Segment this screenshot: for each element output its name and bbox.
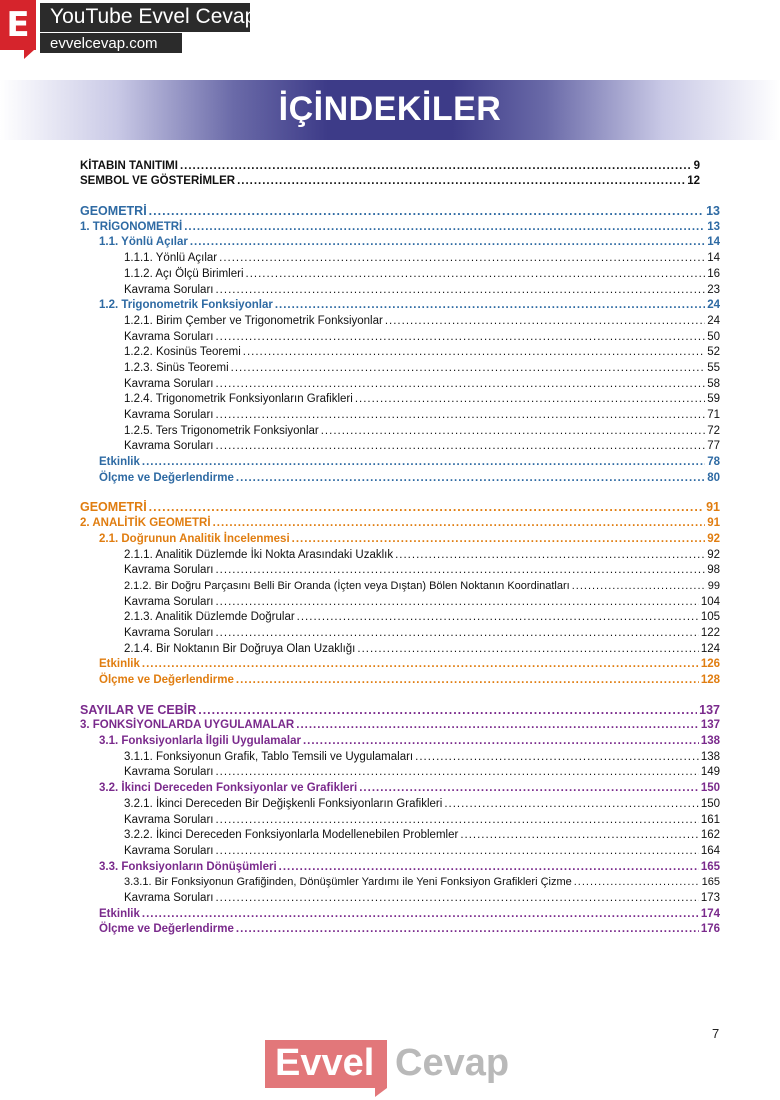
toc-entry-subsection[interactable]: 3.3.1. Bir Fonksiyonun Grafiğinden, Dönüşümler Yardımı ile Yeni Fonksiyon Grafikleri Çizme ..... 165 [80, 875, 720, 891]
toc-entry-kavrama[interactable]: Kavrama Soruları ..... 122 [80, 625, 720, 641]
toc-entry-subsection[interactable]: 2.1.3. Analitik Düzlemde Doğrular ..... 105 [80, 610, 720, 626]
toc-entry-subsection[interactable]: 1.1.2. Açı Ölçü Birimleri ..... 16 [80, 266, 720, 282]
toc-entry-subsection[interactable]: 1.2.3. Sinüs Teoremi ..... 55 [80, 360, 720, 376]
toc-entry-subsection[interactable]: 1.2.5. Ters Trigonometrik Fonksiyonlar ..... 72 [80, 423, 720, 439]
toc-entry-page: 12 [687, 175, 700, 188]
toc-entry-label: KİTABIN TANITIMI [80, 159, 178, 172]
toc-unit-sayilar-ve-cebir [80, 702, 720, 937]
footer-logo-part2: Cevap [395, 1042, 510, 1084]
logo-title: YouTube Evvel Cevap [50, 5, 257, 28]
toc-entry-subsection[interactable]: 2.1.4. Bir Noktanın Bir Doğruya Olan Uzaklığı ..... 124 [80, 641, 720, 657]
toc-entry-section[interactable]: 1.2. Trigonometrik Fonksiyonlar ..... 24 [80, 298, 720, 314]
toc-entry-kavrama[interactable]: Kavrama Soruları ..... 104 [80, 594, 720, 610]
toc-entry-kitabin-tanitimi[interactable] [80, 158, 720, 174]
toc-entry-kavrama[interactable]: Kavrama Soruları ..... 77 [80, 439, 720, 455]
toc-entry-subsection[interactable]: 2.1.2. Bir Doğru Parçasını Belli Bir Oranda (İçten veya Dıştan) Bölen Noktanın Koordinatları ..... 99 [80, 578, 720, 594]
title-banner [0, 80, 780, 140]
toc-entry-etkinlik[interactable]: Etkinlik ..... 126 [80, 657, 720, 673]
toc-entry-kavrama[interactable]: Kavrama Soruları ..... 164 [80, 843, 720, 859]
toc-entry-chapter[interactable]: 2. ANALİTİK GEOMETRİ ..... 91 [80, 515, 720, 531]
toc-entry-chapter[interactable]: 3. FONKSİYONLARDA UYGULAMALAR ..... 137 [80, 718, 720, 734]
toc-entry-chapter[interactable]: 1. TRİGONOMETRİ ..... 13 [80, 219, 720, 235]
toc-entry-kavrama[interactable]: Kavrama Soruları ..... 149 [80, 765, 720, 781]
page-number: 7 [712, 1026, 720, 1041]
toc-entry-etkinlik[interactable]: Etkinlik ..... 78 [80, 454, 720, 470]
toc-entry-subsection[interactable]: 3.1.1. Fonksiyonun Grafik, Tablo Temsili ve Uygulamaları ..... 138 [80, 749, 720, 765]
toc-entry-kavrama[interactable]: Kavrama Soruları ..... 161 [80, 812, 720, 828]
toc-entry-kavrama[interactable]: Kavrama Soruları ..... 50 [80, 329, 720, 345]
toc-unit-geometri-1 [80, 203, 720, 485]
toc-entry-olcme[interactable]: Ölçme ve Değerlendirme ..... 128 [80, 672, 720, 688]
toc-entry-kavrama[interactable]: Kavrama Soruları ..... 58 [80, 376, 720, 392]
toc-entry-olcme[interactable]: Ölçme ve Değerlendirme ..... 80 [80, 470, 720, 486]
toc-entry-subsection[interactable]: 1.2.1. Birim Çember ve Trigonometrik Fonksiyonlar ..... 24 [80, 313, 720, 329]
toc-entry-subsection[interactable]: 2.1.1. Analitik Düzlemde İki Nokta Arasındaki Uzaklık ..... 92 [80, 547, 720, 563]
toc-entry-kavrama[interactable]: Kavrama Soruları ..... 23 [80, 282, 720, 298]
toc-entry-subsection[interactable]: 1.2.2. Kosinüs Teoremi ..... 52 [80, 345, 720, 361]
logo-letter: E [0, 0, 36, 50]
toc-entry-subsection[interactable]: 3.2.1. İkinci Dereceden Bir Değişkenli Fonksiyonların Grafikleri ..... 150 [80, 796, 720, 812]
toc-entry-kavrama[interactable]: Kavrama Soruları ..... 173 [80, 890, 720, 906]
toc-entry-subsection[interactable]: 1.1.1. Yönlü Açılar ..... 14 [80, 250, 720, 266]
toc-entry-kavrama[interactable]: Kavrama Soruları ..... 98 [80, 563, 720, 579]
table-of-contents [80, 158, 720, 937]
toc-unit-geometri-2 [80, 500, 720, 688]
toc-entry-section[interactable]: 2.1. Doğrunun Analitik İncelenmesi ..... 92 [80, 531, 720, 547]
toc-entry-section[interactable]: 3.1. Fonksiyonlarla İlgili Uygulamalar ..... 138 [80, 733, 720, 749]
toc-entry-subsection[interactable]: 1.2.4. Trigonometrik Fonksiyonların Grafikleri ..... 59 [80, 392, 720, 408]
toc-entry-unit-heading[interactable]: GEOMETRİ ..... 91 [80, 500, 720, 516]
footer-logo [265, 1040, 525, 1098]
toc-entry-label: SEMBOL VE GÖSTERİMLER [80, 175, 236, 188]
toc-entry-page: 9 [693, 159, 700, 172]
toc-entry-section[interactable]: 3.3. Fonksiyonların Dönüşümleri ..... 165 [80, 859, 720, 875]
toc-entry-unit-heading[interactable]: SAYILAR VE CEBİR ..... 137 [80, 702, 720, 718]
toc-entry-sembol-ve-gosterimler[interactable] [80, 174, 720, 190]
page-title: İÇİNDEKİLER [278, 90, 502, 128]
toc-entry-etkinlik[interactable]: Etkinlik ..... 174 [80, 906, 720, 922]
logo-site: evvelcevap.com [50, 35, 158, 52]
toc-entry-section[interactable]: 1.1. Yönlü Açılar ..... 14 [80, 235, 720, 251]
toc-entry-unit-heading[interactable]: GEOMETRİ ..... 13 [80, 203, 720, 219]
toc-entry-kavrama[interactable]: Kavrama Soruları ..... 71 [80, 407, 720, 423]
footer-logo-part1: Evvel [275, 1042, 375, 1084]
toc-entry-subsection[interactable]: 3.2.2. İkinci Dereceden Fonksiyonlarla Modellenebilen Problemler ..... 162 [80, 828, 720, 844]
toc-entry-section[interactable]: 3.2. İkinci Dereceden Fonksiyonlar ve Grafikleri ..... 150 [80, 780, 720, 796]
toc-entry-olcme[interactable]: Ölçme ve Değerlendirme ..... 176 [80, 922, 720, 938]
toc-intro [80, 158, 720, 189]
